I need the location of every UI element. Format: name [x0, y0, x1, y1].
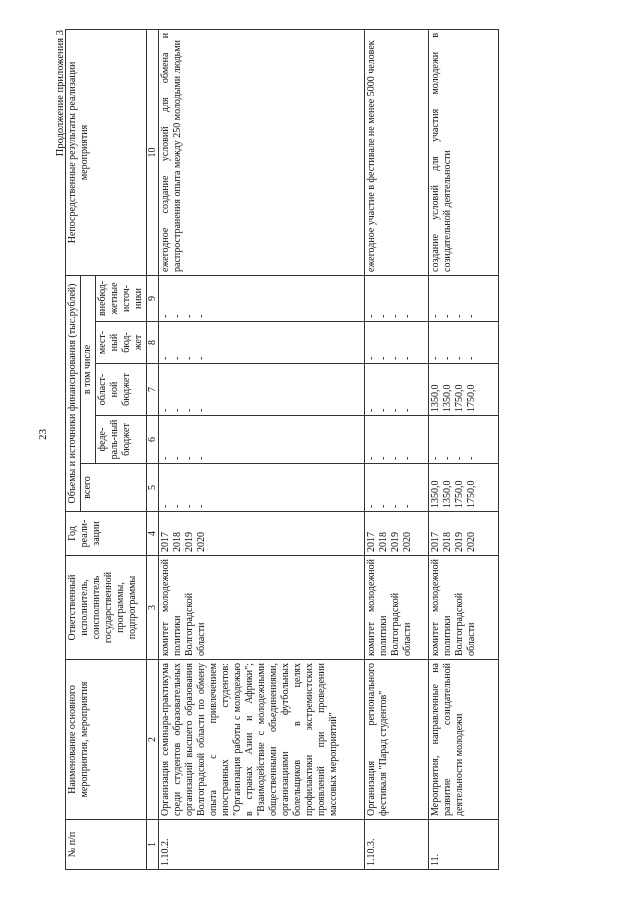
row-extra — [429, 275, 499, 321]
column-number: 5 — [147, 464, 159, 512]
row-total-value: - — [172, 504, 183, 508]
header-name: Наименование основного мероприятия, мероприятия — [66, 660, 147, 820]
row-years-value: 2017 — [160, 532, 171, 552]
row-total-value: - — [184, 504, 195, 508]
row-total — [159, 464, 365, 512]
table-row — [365, 29, 429, 869]
row-years-value: 2020 — [466, 532, 477, 552]
row-regional-value: - — [160, 408, 171, 412]
row-local-value: - — [184, 356, 195, 360]
row-years-value: 2019 — [390, 532, 401, 552]
row-regional — [429, 364, 499, 416]
column-number-row — [147, 29, 159, 869]
column-number: 10 — [147, 29, 159, 275]
row-years-value: 2019 — [184, 532, 195, 552]
row-years-value: 2018 — [172, 532, 183, 552]
row-local-value: - — [402, 356, 413, 360]
row-number: 1.10.3. — [365, 820, 429, 870]
row-regional-value: - — [402, 408, 413, 412]
row-federal — [365, 416, 429, 464]
row-local-value: - — [196, 356, 207, 360]
page-number: 23 — [37, 429, 49, 440]
row-regional-value: 1350,0 — [442, 384, 453, 412]
row-federal-value: - — [442, 456, 453, 460]
row-name: Мероприятия, направленные на развитие созидательной деятельности молодежи — [429, 660, 499, 820]
row-federal-value: - — [160, 456, 171, 460]
row-local-value: - — [466, 356, 477, 360]
row-federal-value: - — [184, 456, 195, 460]
row-federal-value: - — [454, 456, 465, 460]
row-result: ежегодное создание условий для обмена и распространения опыта между 250 молодыми людьми — [159, 29, 365, 275]
row-extra-value: - — [390, 314, 401, 318]
column-number: 2 — [147, 660, 159, 820]
row-total-value: - — [366, 504, 377, 508]
row-years-value: 2020 — [402, 532, 413, 552]
row-local-value: - — [442, 356, 453, 360]
row-extra — [365, 275, 429, 321]
row-executor: комитет молодежной политики Волгоградской области — [159, 556, 365, 660]
row-extra-value: - — [378, 314, 389, 318]
row-years — [365, 512, 429, 556]
row-local — [429, 322, 499, 364]
row-federal — [429, 416, 499, 464]
financing-table — [65, 29, 499, 870]
row-local-value: - — [378, 356, 389, 360]
row-years-value: 2018 — [442, 532, 453, 552]
row-federal-value: - — [390, 456, 401, 460]
row-local — [365, 322, 429, 364]
header-incl: в том числе — [81, 275, 96, 463]
header-executor: Ответственный исполнитель, соисполнитель государственной программы, подпрограммы — [66, 556, 147, 660]
row-total-value: 1350,0 — [442, 480, 453, 508]
row-name: Организация семинара-практикума среди студентов образовательных организаций высшего образования Волгоградской области по обмену опыта с привлечением иностранных студентов: "Организация работы с молодежью в странах Азии и Африки"; "Взаимодействие с молодежными общественными объединениями, организациями футбольных болельщиков в целях профилактики экстремистских проявлений при проведении массовых мероприятий" — [159, 660, 365, 820]
row-total — [429, 464, 499, 512]
header-total: всего — [81, 464, 147, 512]
header-year: Год реали-зации — [66, 512, 147, 556]
row-executor: комитет молодежной политики Волгоградской области — [365, 556, 429, 660]
row-federal — [159, 416, 365, 464]
column-number: 7 — [147, 364, 159, 416]
column-number: 4 — [147, 512, 159, 556]
header-federal: феде-раль-ный бюджет — [96, 416, 147, 464]
row-total-value: 1750,0 — [454, 480, 465, 508]
row-federal-value: - — [366, 456, 377, 460]
row-total-value: - — [390, 504, 401, 508]
row-years-value: 2018 — [378, 532, 389, 552]
row-years-value: 2019 — [454, 532, 465, 552]
header-local: мест-ный бюд-жет — [96, 322, 147, 364]
header-regional: област-ной бюджет — [96, 364, 147, 416]
continuation-note: Продолжение приложения 3 — [55, 30, 66, 157]
row-local — [159, 322, 365, 364]
column-number: 1 — [147, 820, 159, 870]
row-years — [429, 512, 499, 556]
row-local-value: - — [172, 356, 183, 360]
row-extra-value: - — [160, 314, 171, 318]
row-federal-value: - — [172, 456, 183, 460]
row-extra-value: - — [366, 314, 377, 318]
row-local-value: - — [390, 356, 401, 360]
header-num: № п/п — [66, 820, 147, 870]
row-federal-value: - — [466, 456, 477, 460]
row-regional-value: - — [172, 408, 183, 412]
row-total — [365, 464, 429, 512]
row-name: Организация регионального фестиваля "Парад студентов" — [365, 660, 429, 820]
row-result: создание условий для участия молодежи в созидательной деятельности — [429, 29, 499, 275]
row-total-value: - — [378, 504, 389, 508]
row-total-value: - — [402, 504, 413, 508]
row-regional-value: 1750,0 — [466, 384, 477, 412]
row-regional-value: 1350,0 — [430, 384, 441, 412]
row-regional — [159, 364, 365, 416]
row-extra-value: - — [454, 314, 465, 318]
row-federal-value: - — [378, 456, 389, 460]
row-extra — [159, 275, 365, 321]
row-years-value: 2020 — [196, 532, 207, 552]
row-extra-value: - — [184, 314, 195, 318]
row-extra-value: - — [402, 314, 413, 318]
header-result: Непосредственные результаты реализации мероприятия — [66, 29, 147, 275]
row-extra-value: - — [442, 314, 453, 318]
row-total-value: - — [160, 504, 171, 508]
row-years-value: 2017 — [430, 532, 441, 552]
row-total-value: - — [196, 504, 207, 508]
table-row — [429, 29, 499, 869]
row-number: 11. — [429, 820, 499, 870]
row-total-value: 1350,0 — [430, 480, 441, 508]
row-regional-value: 1750,0 — [454, 384, 465, 412]
row-regional-value: - — [390, 408, 401, 412]
table-body — [159, 29, 499, 869]
column-number: 3 — [147, 556, 159, 660]
row-extra-value: - — [172, 314, 183, 318]
row-local-value: - — [366, 356, 377, 360]
row-local-value: - — [430, 356, 441, 360]
header-extra: внебюд-жетные источ-ники — [96, 275, 147, 321]
column-number: 9 — [147, 275, 159, 321]
row-regional-value: - — [366, 408, 377, 412]
row-regional — [365, 364, 429, 416]
row-federal-value: - — [402, 456, 413, 460]
row-local-value: - — [160, 356, 171, 360]
column-number: 8 — [147, 322, 159, 364]
column-number: 6 — [147, 416, 159, 464]
row-federal-value: - — [430, 456, 441, 460]
row-federal-value: - — [196, 456, 207, 460]
row-years — [159, 512, 365, 556]
row-regional-value: - — [184, 408, 195, 412]
header-financing: Объемы и источники финансирования (тыс.рублей) — [66, 275, 81, 511]
row-local-value: - — [454, 356, 465, 360]
row-number: 1.10.2. — [159, 820, 365, 870]
row-extra-value: - — [466, 314, 477, 318]
table-row — [159, 29, 365, 869]
row-extra-value: - — [196, 314, 207, 318]
row-executor: комитет молодежной политики Волгоградской области — [429, 556, 499, 660]
row-total-value: 1750,0 — [466, 480, 477, 508]
row-regional-value: - — [378, 408, 389, 412]
rotated-page — [55, 30, 615, 870]
row-years-value: 2017 — [366, 532, 377, 552]
row-extra-value: - — [430, 314, 441, 318]
row-regional-value: - — [196, 408, 207, 412]
row-result: ежегодное участие в фестивале не менее 5000 человек — [365, 29, 429, 275]
